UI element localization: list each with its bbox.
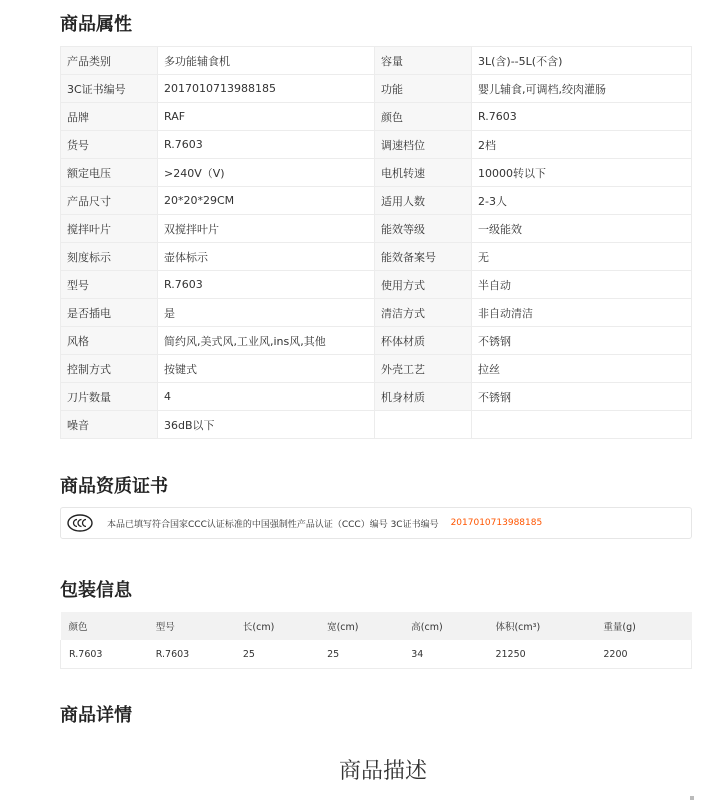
attribute-key — [375, 411, 472, 439]
attribute-row — [61, 215, 692, 243]
attribute-key: 外壳工艺 — [375, 355, 472, 383]
attribute-value: 双搅拌叶片 — [158, 215, 375, 243]
attribute-key: 刀片数量 — [61, 383, 158, 411]
attribute-value: 10000转以下 — [472, 159, 692, 187]
attribute-key: 品牌 — [61, 103, 158, 131]
attribute-value: 4 — [158, 383, 375, 411]
attribute-value: 多功能辅食机 — [158, 47, 375, 75]
attribute-value: 20*20*29CM — [158, 187, 375, 215]
attribute-value: R.7603 — [472, 103, 692, 131]
packaging-header: 体积(cm³) — [487, 612, 595, 640]
attribute-key: 货号 — [61, 131, 158, 159]
packaging-cell: R.7603 — [148, 640, 235, 669]
packaging-cell: R.7603 — [61, 640, 148, 669]
attribute-value: RAF — [158, 103, 375, 131]
attribute-value: >240V（V) — [158, 159, 375, 187]
packaging-table — [60, 612, 692, 669]
attribute-value: 36dB以下 — [158, 411, 375, 439]
attribute-value: 拉丝 — [472, 355, 692, 383]
attribute-key: 是否插电 — [61, 299, 158, 327]
attribute-key: 杯体材质 — [375, 327, 472, 355]
attribute-value: 一级能效 — [472, 215, 692, 243]
scroll-indicator — [690, 796, 694, 800]
packaging-cell: 25 — [319, 640, 403, 669]
attribute-row — [61, 131, 692, 159]
attribute-value: 简约风,美式风,工业风,ins风,其他 — [158, 327, 375, 355]
packaging-header: 重量(g) — [595, 612, 691, 640]
attribute-key: 电机转速 — [375, 159, 472, 187]
attribute-key: 功能 — [375, 75, 472, 103]
attribute-key: 噪音 — [61, 411, 158, 439]
attribute-key: 能效等级 — [375, 215, 472, 243]
packaging-cell: 34 — [403, 640, 487, 669]
packaging-header: 型号 — [148, 612, 235, 640]
attribute-value: 婴儿辅食,可调档,绞肉灌肠 — [472, 75, 692, 103]
ccc-icon — [67, 514, 93, 532]
attribute-value: 不锈钢 — [472, 327, 692, 355]
attribute-key: 控制方式 — [61, 355, 158, 383]
attribute-value: 不锈钢 — [472, 383, 692, 411]
attribute-key: 搅拌叶片 — [61, 215, 158, 243]
attribute-value: 3L(含)--5L(不含) — [472, 47, 692, 75]
attribute-key: 调速档位 — [375, 131, 472, 159]
attribute-value: R.7603 — [158, 271, 375, 299]
attribute-row — [61, 355, 692, 383]
attribute-value: 2档 — [472, 131, 692, 159]
attribute-key: 使用方式 — [375, 271, 472, 299]
packaging-title: 包装信息 — [60, 580, 132, 601]
attribute-row — [61, 187, 692, 215]
attribute-row — [61, 299, 692, 327]
attribute-key: 刻度标示 — [61, 243, 158, 271]
attribute-value: 壶体标示 — [158, 243, 375, 271]
attribute-row — [61, 327, 692, 355]
attribute-row — [61, 383, 692, 411]
attributes-table — [60, 46, 692, 439]
attribute-key: 清洁方式 — [375, 299, 472, 327]
attribute-value: 2017010713988185 — [158, 75, 375, 103]
attribute-key: 适用人数 — [375, 187, 472, 215]
packaging-header: 长(cm) — [235, 612, 319, 640]
attribute-key: 颜色 — [375, 103, 472, 131]
attribute-value: 无 — [472, 243, 692, 271]
packaging-header: 高(cm) — [403, 612, 487, 640]
packaging-cell: 25 — [235, 640, 319, 669]
attribute-value: 半自动 — [472, 271, 692, 299]
attribute-row — [61, 411, 692, 439]
attribute-row — [61, 47, 692, 75]
attribute-value: R.7603 — [158, 131, 375, 159]
attribute-key: 型号 — [61, 271, 158, 299]
attribute-value — [472, 411, 692, 439]
packaging-row — [61, 640, 692, 669]
cert-number: 2017010713988185 — [450, 518, 543, 528]
description-title: 商品描述 — [338, 759, 427, 784]
attributes-title: 商品属性 — [60, 14, 132, 35]
packaging-header: 颜色 — [61, 612, 148, 640]
cert-box — [60, 507, 692, 539]
attribute-row — [61, 103, 692, 131]
attribute-value: 非自动清洁 — [472, 299, 692, 327]
attribute-row — [61, 243, 692, 271]
attribute-key: 容量 — [375, 47, 472, 75]
attribute-key: 额定电压 — [61, 159, 158, 187]
attribute-value: 按键式 — [158, 355, 375, 383]
attribute-value: 是 — [158, 299, 375, 327]
attribute-key: 机身材质 — [375, 383, 472, 411]
attribute-key: 3C证书编号 — [61, 75, 158, 103]
packaging-cell: 21250 — [487, 640, 595, 669]
packaging-header: 宽(cm) — [319, 612, 403, 640]
attribute-value: 2-3人 — [472, 187, 692, 215]
cert-title: 商品资质证书 — [60, 476, 168, 497]
attribute-row — [61, 271, 692, 299]
attribute-row — [61, 159, 692, 187]
attribute-key: 产品尺寸 — [61, 187, 158, 215]
attribute-row — [61, 75, 692, 103]
attribute-key: 风格 — [61, 327, 158, 355]
attribute-key: 能效备案号 — [375, 243, 472, 271]
packaging-cell: 2200 — [595, 640, 691, 669]
attribute-key: 产品类别 — [61, 47, 158, 75]
cert-text: 本品已填写符合国家CCC认证标准的中国强制性产品认证（CCC）编号 3C证书编号 — [107, 519, 439, 530]
details-title: 商品详情 — [60, 705, 132, 726]
